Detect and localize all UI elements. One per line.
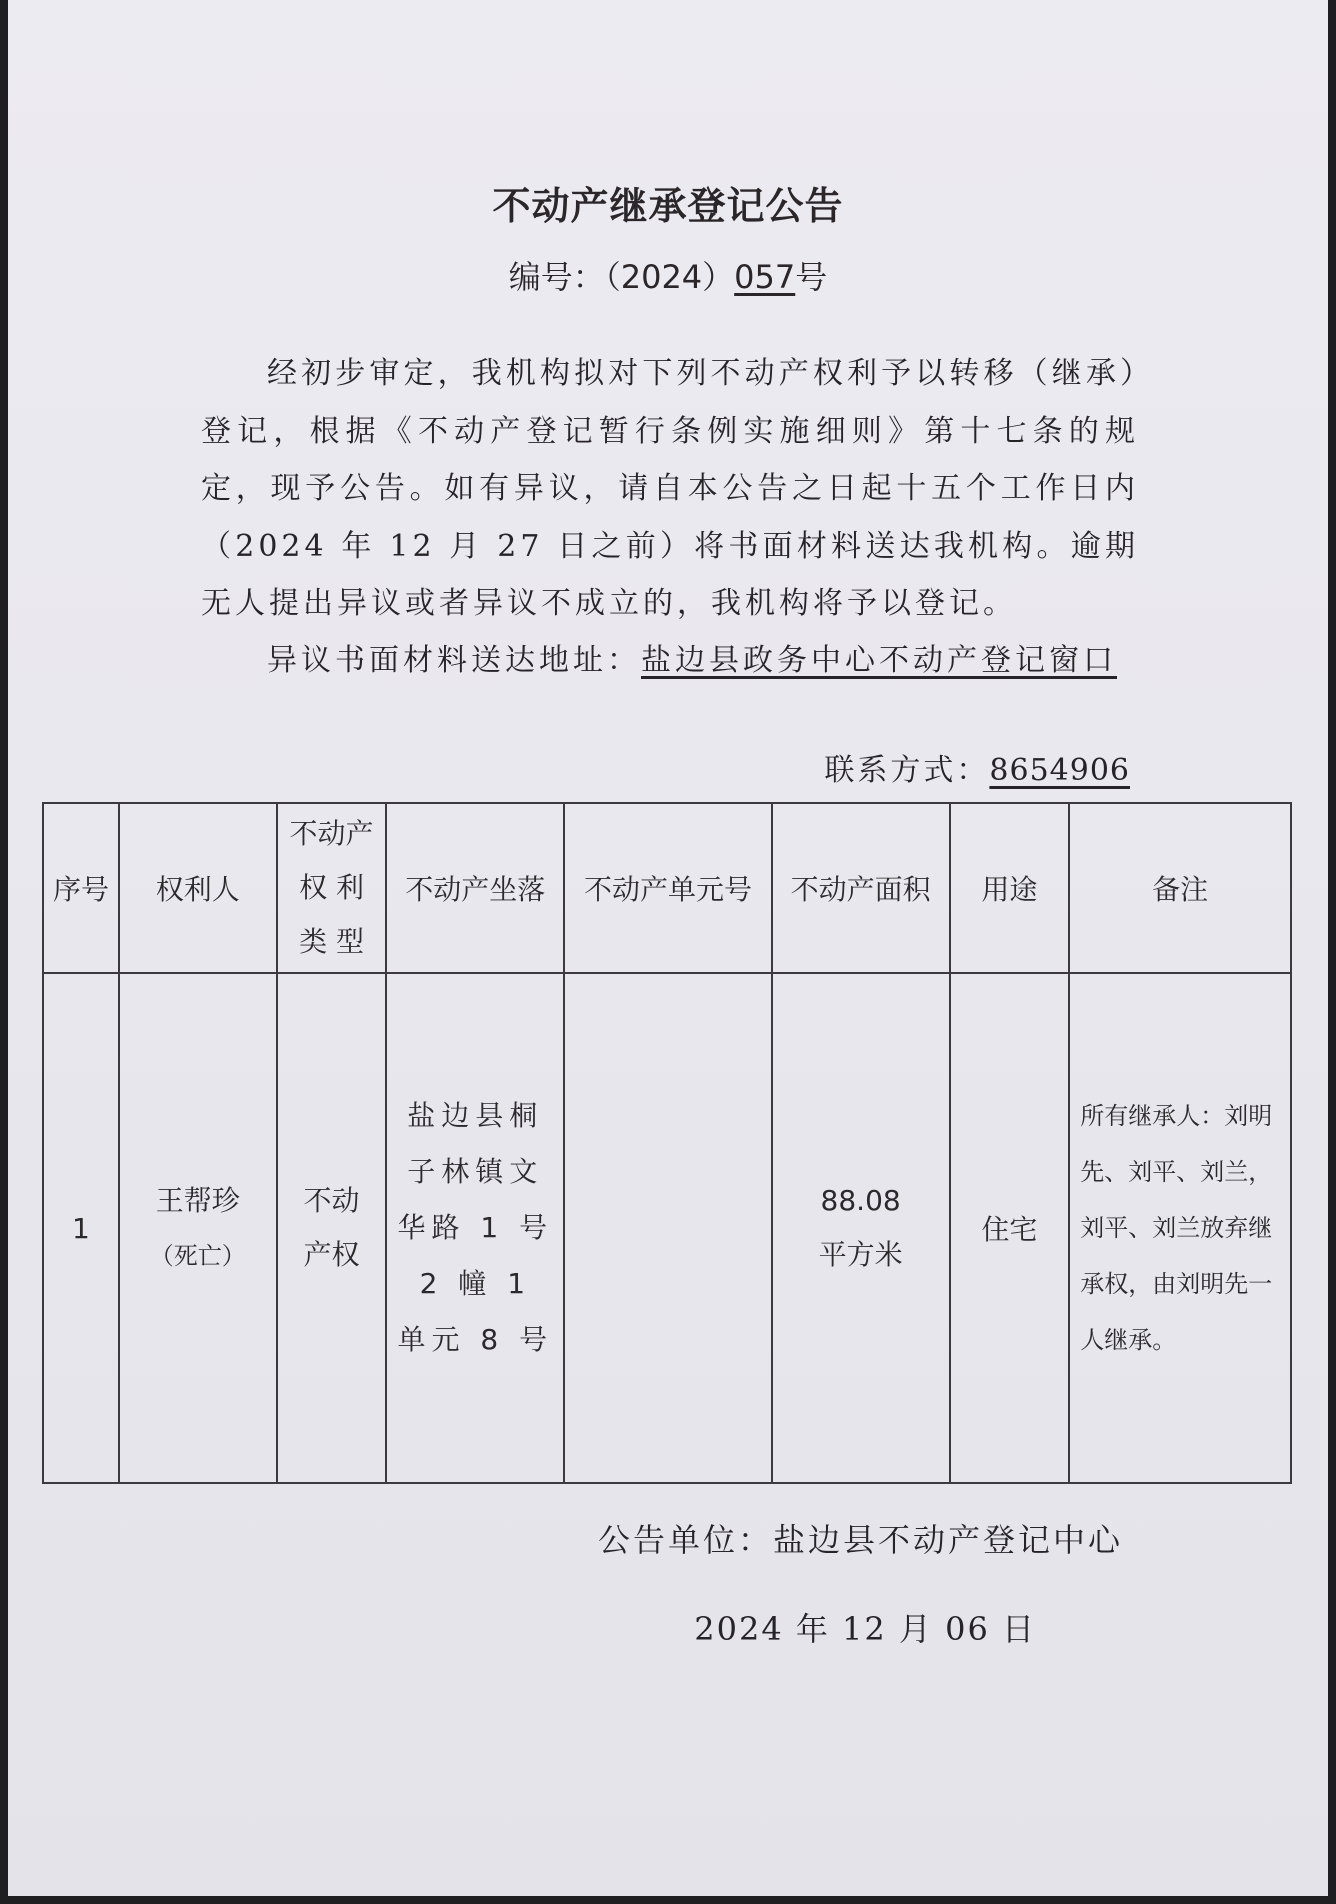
header-right-type-line: 类 型 [299, 925, 364, 958]
document-number-prefix: 编号：（2024） [508, 258, 735, 296]
document-number-suffix: 号 [795, 258, 828, 296]
cell-location: 盐边县桐子林镇文华路 1 号 2 幢 1 单元 8 号 [386, 973, 564, 1483]
area-value: 88.08 [820, 1184, 901, 1217]
objection-address-label: 异议书面材料送达地址： [267, 643, 641, 678]
issuing-unit [598, 1515, 1123, 1561]
header-location: 不动产坐落 [386, 803, 564, 973]
document-number-value: 057 [734, 258, 796, 296]
issue-date: 2024 年 12 月 06 日 [694, 1610, 1036, 1648]
notice-title: 不动产继承登记公告 [492, 183, 844, 228]
header-right-type-line: 权 利 [299, 871, 364, 904]
header-area: 不动产面积 [772, 803, 950, 973]
table-header-row [43, 803, 1291, 973]
cell-right-type [277, 973, 387, 1483]
header-right-type [277, 803, 387, 973]
header-right-type-line: 不动产 [289, 817, 374, 850]
cell-remark: 所有继承人：刘明先、刘平、刘兰，刘平、刘兰放弃继承权，由刘明先一人继承。 [1069, 973, 1291, 1483]
contact-label: 联系方式： [824, 753, 990, 788]
area-unit: 平方米 [818, 1238, 903, 1271]
right-type-line: 产权 [303, 1238, 360, 1271]
header-unit-no: 不动产单元号 [564, 803, 772, 973]
cell-unit-no [564, 973, 772, 1483]
holder-name: 王帮珍 [155, 1183, 240, 1217]
table-row [43, 973, 1291, 1483]
objection-address-value: 盐边县政务中心不动产登记窗口 [641, 643, 1117, 678]
cell-seq: 1 [43, 973, 119, 1483]
issuing-unit-label: 公告单位： [597, 1521, 773, 1559]
header-remark: 备注 [1069, 803, 1291, 973]
objection-address [201, 632, 1139, 690]
issuing-unit-name: 盐边县不动产登记中心 [772, 1521, 1123, 1559]
right-type-line: 不动 [303, 1184, 360, 1217]
header-seq: 序号 [43, 803, 119, 973]
property-table [42, 802, 1292, 1484]
header-use: 用途 [950, 803, 1070, 973]
document-number [8, 252, 1328, 298]
holder-note: （死亡） [149, 1241, 246, 1270]
cell-area [772, 973, 950, 1483]
contact-info [824, 745, 1130, 789]
cell-holder [119, 973, 277, 1483]
contact-number: 8654906 [989, 753, 1130, 788]
notice-paper [8, 0, 1328, 1896]
header-holder: 权利人 [119, 803, 277, 973]
cell-use: 住宅 [950, 973, 1070, 1483]
notice-body-paragraph: 经初步审定，我机构拟对下列不动产权利予以转移（继承）登记，根据《不动产登记暂行条例实施细则》第十七条的规定，现予公告。如有异议，请自本公告之日起十五个工作日内（2024 年 12 月 27 日之前）将书面材料送达我机构。逾期无人提出异议或者异议不成立的，我机构将予以登记。 [201, 356, 1139, 621]
